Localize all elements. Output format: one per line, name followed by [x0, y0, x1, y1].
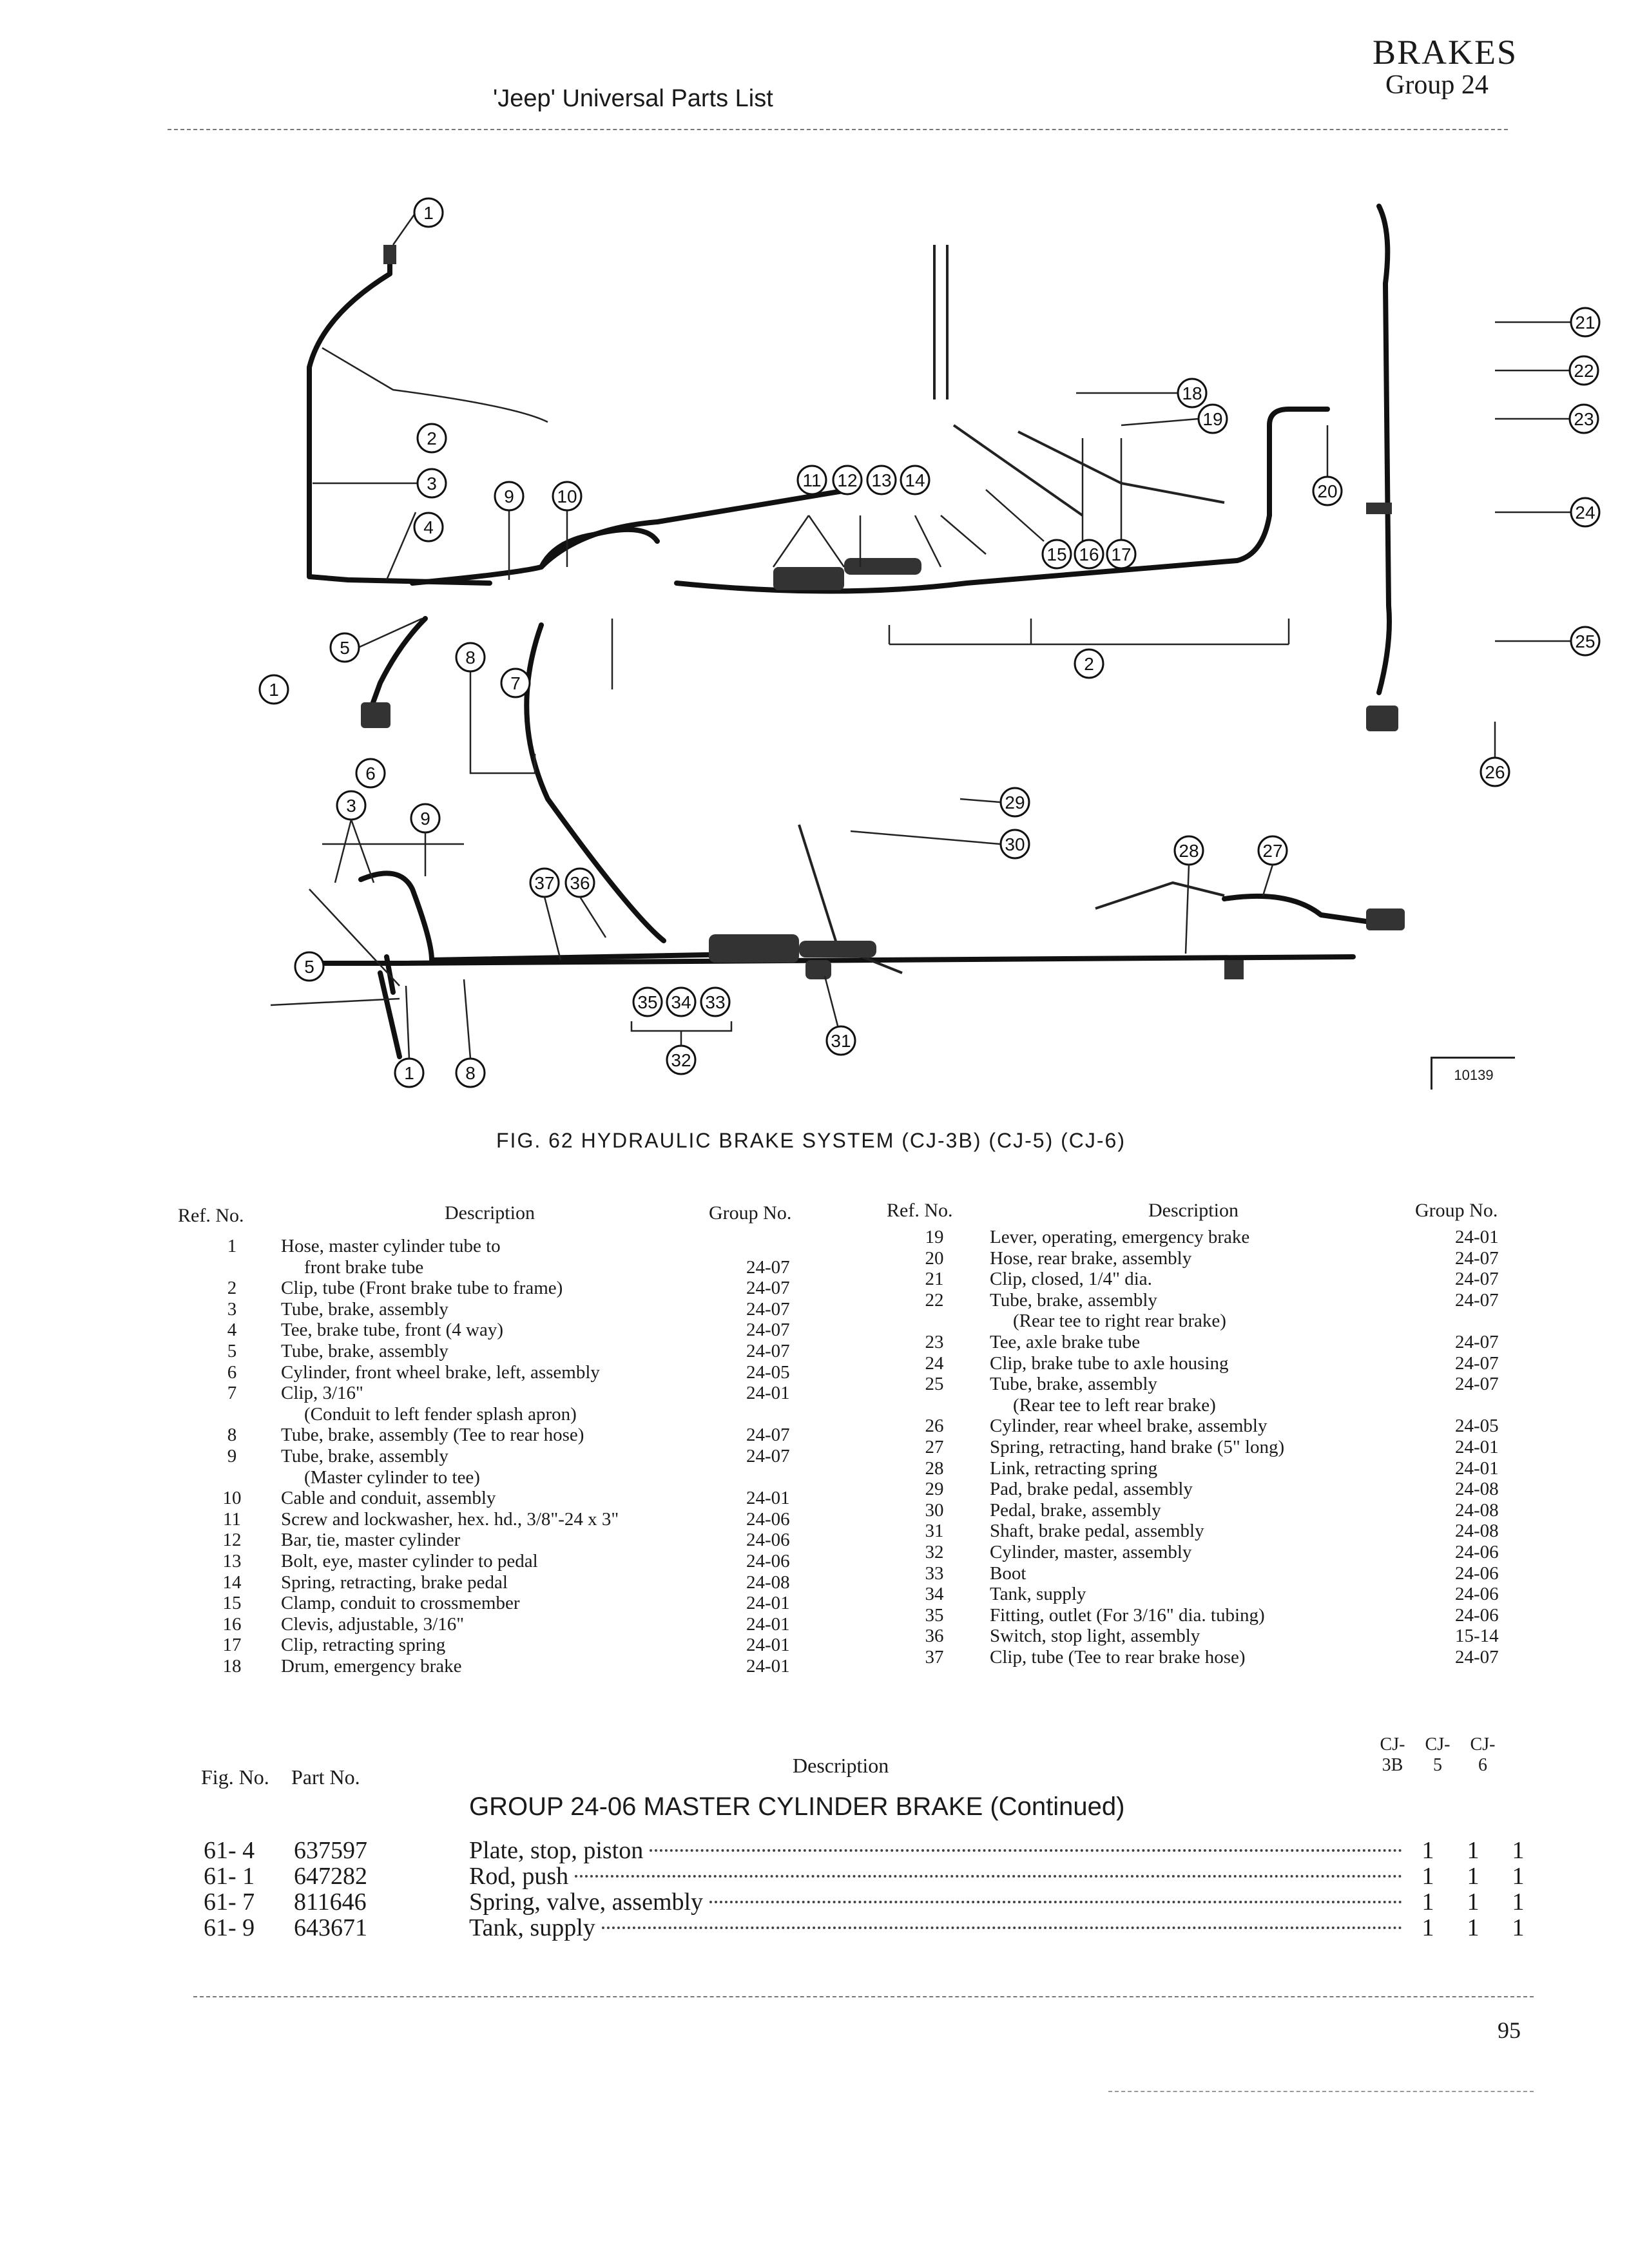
ref-number: 11: [223, 1508, 241, 1530]
ref-description: Drum, emergency brake: [281, 1655, 462, 1677]
ref-number: 1: [227, 1236, 237, 1256]
ref-description: Tube, brake, assembly: [281, 1298, 448, 1320]
svg-text:9: 9: [504, 486, 514, 506]
svg-text:21: 21: [1575, 312, 1595, 332]
callout-2: [418, 424, 446, 452]
ref-row: [0, 1647, 1547, 1668]
ref-description: Clip, closed, 1/4" dia.: [990, 1269, 1152, 1290]
callout-25: [1571, 627, 1599, 655]
figure-number-box: 10139: [1431, 1057, 1515, 1090]
ref-group-number: 24-01: [746, 1655, 790, 1677]
ref-group-number: 24-07: [746, 1445, 790, 1466]
part-description: Spring, valve, assembly: [469, 1888, 704, 1916]
callout-3b: [337, 791, 365, 820]
svg-text:1: 1: [269, 680, 279, 700]
callout-9: [495, 482, 523, 510]
group-no-header-left: Group No.: [709, 1202, 792, 1224]
ref-number: 13: [222, 1550, 242, 1571]
ref-row: [0, 1269, 1547, 1290]
ref-number: 17: [222, 1635, 242, 1656]
ref-number: 2: [227, 1278, 237, 1299]
ref-row: [0, 1416, 1547, 1437]
part-description: Rod, push: [469, 1863, 569, 1890]
ref-group-number: 24-01: [746, 1488, 790, 1509]
ref-group-number: 24-01: [746, 1613, 790, 1635]
description-header: Description: [793, 1754, 889, 1777]
ref-group-number: 24-06: [1455, 1604, 1499, 1626]
callout-18: [1178, 379, 1206, 407]
svg-text:9: 9: [420, 809, 430, 829]
quantity: 1: [1467, 1837, 1480, 1864]
ref-number: 27: [925, 1436, 944, 1457]
ref-number: 22: [925, 1289, 944, 1311]
svg-text:4: 4: [423, 517, 434, 537]
svg-text:8: 8: [465, 648, 476, 668]
ref-row: [0, 1227, 1547, 1248]
ref-row: [0, 1626, 1547, 1647]
svg-text:8: 8: [465, 1063, 476, 1083]
callout-7: [501, 669, 530, 697]
ref-description: Tube, brake, assembly: [990, 1289, 1157, 1311]
ref-number: 21: [925, 1269, 944, 1290]
ref-number: 7: [227, 1383, 237, 1404]
ref-row: [0, 1290, 1547, 1311]
ref-number: 25: [925, 1374, 944, 1395]
callout-15: [1043, 540, 1071, 568]
callout-35: [633, 988, 662, 1016]
quantity: 1: [1422, 1914, 1434, 1941]
callout-21: [1571, 308, 1599, 336]
model-header-cj3b: CJ-3B: [1380, 1735, 1405, 1775]
ref-number: 8: [227, 1425, 237, 1446]
callout-33: [701, 988, 729, 1016]
ref-group-number: 24-07: [1455, 1646, 1499, 1667]
document-title: 'Jeep' Universal Parts List: [493, 85, 773, 112]
ref-row: [0, 1374, 1547, 1395]
ref-number: 3: [227, 1298, 237, 1320]
callout-8: [456, 643, 485, 671]
ref-group-number: 24-08: [746, 1571, 790, 1593]
ref-description: Tube, brake, assembly: [281, 1445, 448, 1466]
ref-number: 34: [925, 1584, 944, 1605]
ref-description: Cylinder, rear wheel brake, assembly: [990, 1416, 1268, 1437]
ref-description: (Master cylinder to tee): [304, 1466, 480, 1488]
ref-row: [0, 1500, 1547, 1521]
svg-text:22: 22: [1574, 361, 1594, 381]
part-no-header: Part No.: [291, 1765, 360, 1789]
ref-group-number: 24-06: [746, 1530, 790, 1551]
ref-description: Cylinder, master, assembly: [990, 1541, 1192, 1562]
ref-description: Clip, tube (Tee to rear brake hose): [990, 1646, 1246, 1667]
ref-number: 9: [227, 1445, 237, 1466]
ref-number: 23: [925, 1331, 944, 1352]
ref-description: Clip, tube (Front brake tube to frame): [281, 1278, 563, 1299]
ref-description: Link, retracting spring: [990, 1457, 1158, 1479]
callout-32: [667, 1046, 695, 1074]
svg-text:2: 2: [1084, 654, 1094, 674]
svg-text:15: 15: [1046, 544, 1067, 564]
ref-number: 10: [222, 1488, 242, 1509]
footer-rule: [193, 1996, 1534, 1997]
quantity: 1: [1467, 1888, 1480, 1916]
ref-number: 33: [925, 1562, 944, 1584]
reference-table-right: [0, 1227, 1547, 1667]
ref-group-number: 24-08: [1455, 1499, 1499, 1521]
callout-3: [418, 469, 446, 497]
leader-dots: [650, 1849, 1402, 1852]
ref-group-number: 24-05: [1455, 1416, 1499, 1437]
description-header-left: Description: [445, 1202, 535, 1224]
svg-text:17: 17: [1111, 544, 1132, 564]
callout-28: [1175, 836, 1203, 865]
svg-text:35: 35: [637, 992, 658, 1012]
ref-description: Lever, operating, emergency brake: [990, 1227, 1250, 1247]
ref-description: Tee, axle brake tube: [990, 1331, 1141, 1352]
callout-19: [1199, 405, 1227, 433]
ref-group-number: 24-01: [1455, 1436, 1499, 1457]
ref-group-number: 24-07: [1455, 1374, 1499, 1395]
header-rule: [168, 129, 1508, 130]
quantity: 1: [1422, 1888, 1434, 1916]
callout-24: [1571, 498, 1599, 526]
ref-description: Fitting, outlet (For 3/16" dia. tubing): [990, 1604, 1265, 1626]
ref-number: 5: [227, 1340, 237, 1361]
ref-group-number: 24-08: [1455, 1479, 1499, 1500]
ref-group-number: 24-01: [746, 1593, 790, 1614]
leader-dots: [602, 1927, 1402, 1929]
ref-description: Clip, brake tube to axle housing: [990, 1352, 1229, 1374]
svg-text:31: 31: [831, 1031, 851, 1051]
quantity: 1: [1422, 1863, 1434, 1890]
svg-text:20: 20: [1317, 481, 1338, 501]
callout-29: [1001, 788, 1029, 816]
leader-dots: [709, 1901, 1402, 1903]
ref-number: 14: [222, 1571, 242, 1593]
bottom-rule: [1108, 2091, 1534, 2092]
parts-row: [204, 1888, 1557, 1914]
svg-text:5: 5: [340, 638, 350, 658]
ref-group-number: 15-14: [1455, 1626, 1499, 1647]
svg-text:23: 23: [1574, 409, 1594, 429]
svg-text:16: 16: [1079, 544, 1099, 564]
ref-description: Tee, brake tube, front (4 way): [281, 1320, 504, 1341]
ref-row: [0, 1332, 1547, 1353]
description-header-right: Description: [1148, 1200, 1239, 1221]
ref-group-number: 24-01: [1455, 1227, 1499, 1247]
ref-row: [0, 1563, 1547, 1584]
ref-group-number: 24-07: [1455, 1269, 1499, 1290]
fig-number: 61- 1: [204, 1863, 255, 1890]
ref-group-number: 24-07: [746, 1278, 790, 1299]
quantity: 1: [1512, 1888, 1525, 1916]
group-label: Group 24: [1385, 70, 1489, 100]
ref-row: [0, 1458, 1547, 1479]
part-number: 647282: [294, 1863, 367, 1890]
callout-9b: [411, 804, 439, 832]
ref-description: Bar, tie, master cylinder: [281, 1530, 461, 1551]
callout-20: [1313, 477, 1342, 505]
ref-group-number: 24-07: [746, 1298, 790, 1320]
quantity: 1: [1512, 1863, 1525, 1890]
callout-23: [1570, 405, 1598, 433]
ref-description: (Rear tee to left rear brake): [1013, 1394, 1216, 1416]
ref-description: Hose, master cylinder tube to: [281, 1236, 501, 1256]
callout-36: [566, 869, 594, 897]
ref-group-number: 24-01: [746, 1383, 790, 1404]
quantity: 1: [1512, 1914, 1525, 1941]
fig-number: 61- 7: [204, 1888, 255, 1916]
callout-27: [1258, 836, 1287, 865]
figure-caption: FIG. 62 HYDRAULIC BRAKE SYSTEM (CJ-3B) (CJ-5) (CJ-6): [496, 1129, 1126, 1152]
callout-30: [1001, 830, 1029, 858]
quantity: 1: [1512, 1837, 1525, 1864]
ref-group-number: 24-08: [1455, 1521, 1499, 1542]
model-header-cj5: CJ-5: [1425, 1735, 1451, 1775]
callout-16: [1075, 540, 1103, 568]
svg-text:33: 33: [705, 992, 726, 1012]
ref-group-number: 24-06: [746, 1508, 790, 1530]
ref-group-number: 24-07: [746, 1425, 790, 1446]
ref-number: 24: [925, 1352, 944, 1374]
svg-text:7: 7: [510, 673, 521, 693]
ref-number: 16: [222, 1613, 242, 1635]
svg-text:37: 37: [534, 873, 555, 893]
group-no-header-right: Group No.: [1415, 1200, 1498, 1221]
brake-system-diagram: [129, 155, 1595, 1095]
svg-text:6: 6: [365, 764, 376, 783]
svg-text:34: 34: [671, 992, 691, 1012]
callout-5b: [295, 952, 323, 981]
leader-dots: [575, 1875, 1402, 1878]
ref-row: [0, 1584, 1547, 1605]
callout-10: [553, 482, 581, 510]
ref-no-header-right: Ref. No.: [887, 1200, 953, 1221]
callout-17: [1107, 540, 1135, 568]
svg-text:10: 10: [557, 486, 577, 506]
model-header-cj6: CJ-6: [1470, 1735, 1496, 1775]
ref-row: [0, 1521, 1547, 1542]
svg-text:36: 36: [570, 873, 590, 893]
ref-description: Tube, brake, assembly (Tee to rear hose): [281, 1425, 584, 1446]
svg-text:1: 1: [404, 1063, 414, 1083]
ref-group-number: 24-07: [1455, 1289, 1499, 1311]
callout-2b: [1075, 649, 1103, 678]
svg-text:29: 29: [1005, 793, 1025, 812]
ref-number: 30: [925, 1499, 944, 1521]
callout-1b: [260, 675, 288, 704]
ref-number: 28: [925, 1457, 944, 1479]
ref-description: Tube, brake, assembly: [990, 1374, 1157, 1395]
ref-description: Pad, brake pedal, assembly: [990, 1479, 1193, 1500]
svg-text:32: 32: [671, 1050, 691, 1070]
svg-text:27: 27: [1262, 841, 1283, 861]
svg-text:25: 25: [1575, 631, 1595, 651]
ref-description: Tank, supply: [990, 1584, 1086, 1605]
ref-description: Clevis, adjustable, 3/16": [281, 1613, 465, 1635]
ref-description: front brake tube: [304, 1256, 424, 1278]
svg-text:3: 3: [427, 474, 437, 494]
page-number: 95: [1498, 2017, 1521, 2043]
callout-31: [827, 1026, 855, 1055]
svg-text:19: 19: [1202, 409, 1223, 429]
fig-no-header: Fig. No.: [201, 1765, 269, 1789]
callout-8b: [456, 1059, 485, 1087]
ref-group-number: 24-07: [1455, 1247, 1499, 1269]
ref-description: Bolt, eye, master cylinder to pedal: [281, 1550, 538, 1571]
svg-text:11: 11: [802, 470, 822, 490]
quantity: 1: [1422, 1837, 1434, 1864]
svg-text:14: 14: [905, 470, 925, 490]
ref-row: [0, 1353, 1547, 1374]
ref-description: Clamp, conduit to crossmember: [281, 1593, 520, 1614]
callout-6: [356, 759, 385, 787]
svg-text:26: 26: [1485, 762, 1505, 782]
ref-description: Cable and conduit, assembly: [281, 1488, 496, 1509]
ref-description: Pedal, brake, assembly: [990, 1499, 1161, 1521]
callout-26: [1481, 758, 1509, 786]
ref-group-number: 24-05: [746, 1361, 790, 1383]
callout-14: [901, 466, 929, 494]
callout-13: [867, 466, 896, 494]
ref-group-number: 24-06: [1455, 1541, 1499, 1562]
svg-text:30: 30: [1005, 834, 1025, 854]
ref-group-number: 24-07: [746, 1340, 790, 1361]
part-number: 637597: [294, 1837, 367, 1864]
ref-number: 4: [227, 1320, 237, 1341]
ref-group-number: 24-06: [746, 1550, 790, 1571]
ref-group-number: 24-01: [1455, 1457, 1499, 1479]
svg-text:3: 3: [346, 796, 356, 816]
svg-text:12: 12: [837, 470, 858, 490]
ref-group-number: 24-06: [1455, 1584, 1499, 1605]
fig-number: 61- 9: [204, 1914, 255, 1941]
parts-row: [204, 1862, 1557, 1888]
ref-description: Clip, 3/16": [281, 1383, 363, 1404]
callout-11: [798, 466, 826, 494]
ref-no-header-left: Ref. No.: [178, 1205, 244, 1226]
ref-group-number: 24-01: [746, 1635, 790, 1656]
ref-row: [0, 1437, 1547, 1458]
ref-group-number: 24-06: [1455, 1562, 1499, 1584]
callout-1c: [395, 1059, 423, 1087]
callout-37: [530, 869, 559, 897]
callout-34: [667, 988, 695, 1016]
ref-row: [0, 1311, 1547, 1332]
ref-number: 35: [925, 1604, 944, 1626]
svg-text:13: 13: [871, 470, 892, 490]
fig-number: 61- 4: [204, 1837, 255, 1864]
group-title: GROUP 24-06 MASTER CYLINDER BRAKE (Continued): [469, 1792, 1125, 1821]
part-description: Plate, stop, piston: [469, 1837, 644, 1864]
part-number: 811646: [294, 1888, 367, 1916]
ref-row: [0, 1605, 1547, 1626]
ref-row: [0, 1395, 1547, 1416]
ref-number: 32: [925, 1541, 944, 1562]
ref-description: Switch, stop light, assembly: [990, 1626, 1200, 1647]
ref-number: 15: [222, 1593, 242, 1614]
ref-description: Screw and lockwasher, hex. hd., 3/8"-24 x 3": [281, 1508, 619, 1530]
ref-number: 36: [925, 1626, 944, 1647]
callout-1: [414, 198, 443, 227]
ref-number: 29: [925, 1479, 944, 1500]
ref-number: 37: [925, 1646, 944, 1667]
svg-text:24: 24: [1575, 503, 1595, 523]
ref-description: (Rear tee to right rear brake): [1013, 1311, 1226, 1332]
ref-description: Spring, retracting, brake pedal: [281, 1571, 508, 1593]
svg-text:18: 18: [1182, 383, 1202, 403]
ref-row: [0, 1479, 1547, 1500]
quantity: 1: [1467, 1863, 1480, 1890]
ref-row: [0, 1542, 1547, 1563]
ref-description: Shaft, brake pedal, assembly: [990, 1521, 1204, 1542]
ref-number: 31: [925, 1521, 944, 1542]
ref-row: [0, 1248, 1547, 1269]
ref-group-number: 24-07: [746, 1320, 790, 1341]
ref-number: 6: [227, 1361, 237, 1383]
ref-number: 20: [925, 1247, 944, 1269]
parts-row: [204, 1836, 1557, 1862]
callout-22: [1570, 356, 1598, 385]
parts-row: [204, 1914, 1557, 1939]
ref-group-number: 24-07: [746, 1256, 790, 1278]
ref-description: Spring, retracting, hand brake (5" long): [990, 1436, 1285, 1457]
ref-number: 12: [222, 1530, 242, 1551]
svg-text:5: 5: [304, 957, 314, 977]
ref-number: 19: [925, 1227, 944, 1247]
svg-text:2: 2: [427, 428, 437, 448]
ref-description: (Conduit to left fender splash apron): [304, 1403, 577, 1425]
quantity: 1: [1467, 1914, 1480, 1941]
svg-text:1: 1: [423, 203, 434, 223]
ref-number: 18: [222, 1655, 242, 1677]
ref-description: Cylinder, front wheel brake, left, assembly: [281, 1361, 600, 1383]
part-number: 643671: [294, 1914, 367, 1941]
ref-description: Boot: [990, 1562, 1027, 1584]
svg-text:28: 28: [1179, 841, 1199, 861]
ref-description: Hose, rear brake, assembly: [990, 1247, 1192, 1269]
ref-description: Tube, brake, assembly: [281, 1340, 448, 1361]
part-description: Tank, supply: [469, 1914, 595, 1941]
callout-4: [414, 513, 443, 541]
ref-group-number: 24-07: [1455, 1352, 1499, 1374]
callout-5: [331, 633, 359, 662]
ref-group-number: 24-07: [1455, 1331, 1499, 1352]
ref-number: 26: [925, 1416, 944, 1437]
section-title: BRAKES: [1373, 33, 1518, 72]
callout-12: [833, 466, 862, 494]
ref-description: Clip, retracting spring: [281, 1635, 446, 1656]
